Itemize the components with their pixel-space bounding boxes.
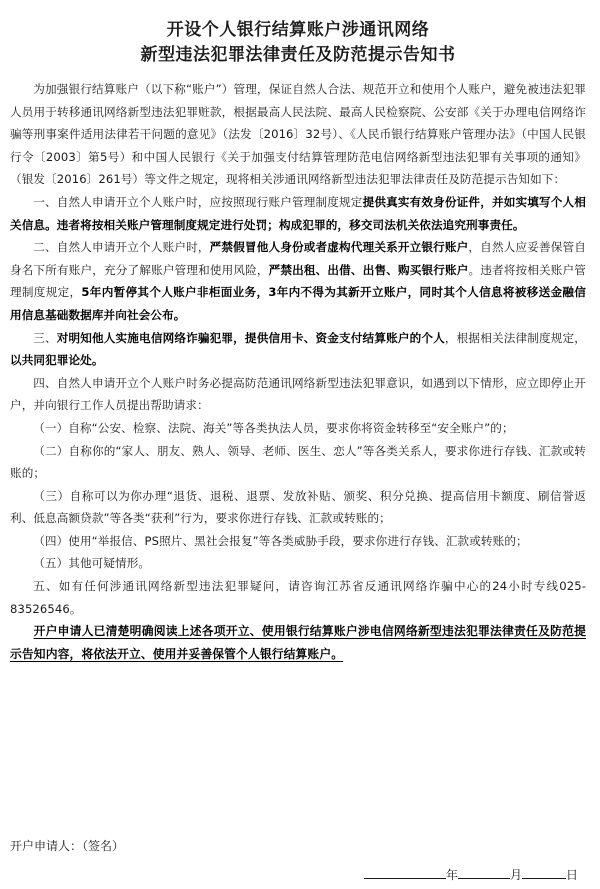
- item-1: [10, 191, 586, 236]
- item-4-sub-3: （三）自称可以为你办理“退货、退税、退票、发放补贴、颁奖、积分兑换、提高信用卡额度、刷信誉返利、低息高额贷款”等各类“获利”行为，要求你进行存钱、汇款或转账的；: [10, 488, 586, 526]
- item-1-bold: 提供真实有效身份证件，并如实填写个人相关信息。违者将按相关账户管理制度规定进行处罚；构成犯罪的，移交司法机关依法追究刑事责任。: [10, 194, 586, 232]
- item-1-text: 一、自然人申请开立个人账户时，应按照现行账户管理制度规定: [33, 194, 363, 209]
- applicant-signature-line: [10, 836, 124, 856]
- item-5: 五、如有任何涉通讯网络新型违法犯罪疑问，请咨询江苏省反通讯网络诈骗中心的24小时专线025-83526546。: [10, 579, 586, 616]
- item-2-bold-c: 5年内暂停其个人账户非柜面业务，3年内不得为其新开立账户，同时其个人信息将被移送金融信用信息基础数据库并向社会公布。: [10, 285, 586, 322]
- declaration-text: 开户申请人已清楚明确阅读上述各项开立、使用银行结算账户涉电信网络新型违法犯罪法律责任及防范提示告知内容，将依法开立、使用并妥善保管个人银行结算账户。: [10, 624, 586, 661]
- item-2-bold-a: 严禁假冒他人身份或者虚构代理关系开立银行账户: [209, 240, 469, 255]
- item-3-text-b: ，根据相关法律制度规定，: [444, 330, 586, 345]
- declaration-statement: [10, 620, 586, 665]
- month-label: 月: [509, 868, 522, 882]
- item-3: [10, 327, 586, 372]
- document-title-line1: 开设个人银行结算账户涉通讯网络: [166, 20, 430, 40]
- intro-paragraph: 为加强银行结算账户（以下称“账户”）管理，保证自然人合法、规范开立和使用个人账户，避免被违法犯罪人员用于转移通讯网络新型违法犯罪赃款，根据最高人民法院、最高人民检察院、公安部《关于办理电信网络诈骗等刑事案件适用法律若干问题的意见》（法发〔2016〕32号）、《人民币银行结算账户管理办法》（中国人民银行令〔2003〕第5号）和中国人民银行《关于加强支付结算管理防范电信网络新型违法犯罪有关事项的通知》（银发〔2016〕261号）等文件之规定，现将相关涉通讯网络新型违法犯罪法律责任及防范提示告知如下：: [10, 82, 586, 187]
- item-4-sub-4: （四）使用“举报信、PS照片、黑社会报复”等各类威胁手段，要求你进行存钱、汇款或转账的；: [33, 533, 528, 548]
- date-line: [364, 864, 578, 885]
- day-label: 日: [565, 868, 578, 882]
- day-field[interactable]: [522, 864, 566, 879]
- item-3-bold-b: 以共同犯罪论处。: [10, 353, 104, 368]
- item-2: [10, 236, 586, 326]
- month-field[interactable]: [458, 864, 510, 879]
- item-4-sub-1: （一）自称“公安、检察、法院、海关”等各类执法人员，要求你将资金转移至“安全账户”的；: [33, 420, 514, 435]
- item-2-bold-b: 严禁出租、出借、出售、购买银行账户: [268, 262, 469, 277]
- item-2-text-c: 。违者将按相关账户管理制度规定，: [10, 262, 586, 300]
- item-4-sub-2: （二）自称你的“家人、朋友、熟人、领导、老师、医生、恋人”等各类关系人，要求你进行存钱、汇款或转账的；: [10, 443, 586, 481]
- item-4: 四、自然人申请开立个人账户时务必提高防范通讯网络新型违法犯罪意识，如遇到以下情形，应立即停止开户，并向银行工作人员提出帮助请求：: [10, 375, 586, 413]
- signature-label: 开户申请人：（签名）: [10, 839, 125, 853]
- document-title-line2: 新型违法犯罪法律责任及防范提示告知书: [140, 45, 456, 65]
- year-label: 年: [445, 868, 458, 882]
- item-4-sub-5: （五）其他可疑情形。: [33, 556, 151, 571]
- notice-body: [10, 78, 586, 665]
- item-3-text-a: 三、: [33, 330, 57, 345]
- item-2-text-a: 二、自然人申请开立个人账户时，: [33, 240, 210, 255]
- item-2-text-b: ，自然人应妥善保管自身名下所有账户，充分了解账户管理和使用风险，: [10, 240, 586, 277]
- item-3-bold-a: 对明知他人实施电信网络诈骗犯罪，提供信用卡、资金支付结算账户的个人: [56, 330, 445, 345]
- year-field[interactable]: [364, 864, 446, 879]
